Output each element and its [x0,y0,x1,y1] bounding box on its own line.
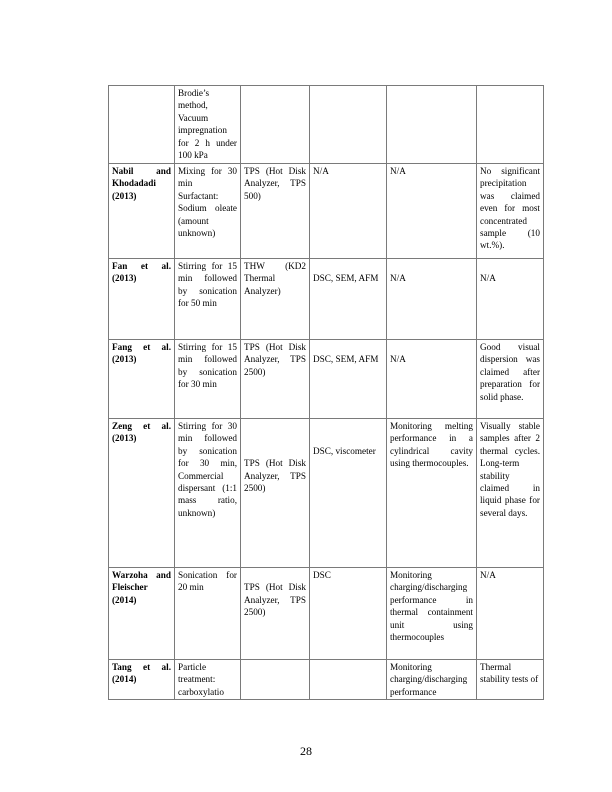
study-text: Warzoha and Fleischer (2014) [112,570,171,605]
study-cell [109,259,175,340]
study-cell [109,419,175,568]
table-row [109,568,544,660]
characterization-cell [310,86,387,164]
stability-result-text: Good visual dispersion was claimed after preparation for solid phase. [480,342,540,402]
measurement-text: TPS (Hot Disk Analyzer, TPS 2500) [244,582,306,618]
characterization-cell [310,419,387,568]
table-row [109,86,544,164]
stability-result-text: No significant precipitation was claimed even for most concentrated sample (10 wt.%). [480,166,540,251]
characterization-cell [310,340,387,419]
stability-result-cell [477,164,544,259]
characterization-cell [310,660,387,700]
preparation-text: Surfactant: Sodium oleate (amount unknown) [178,190,237,239]
measurement-cell [241,568,310,660]
study-text: Fan et al. (2013) [112,261,171,284]
characterization-text: N/A [313,166,329,176]
stability-result-cell [477,340,544,419]
preparation-text: Mixing for 30 min [178,166,237,189]
stability-method-text: Monitoring charging/discharging performance [390,662,468,697]
preparation-cell [175,86,241,164]
stability-method-cell [387,259,477,340]
stability-result-cell [477,259,544,340]
table-row [109,259,544,340]
measurement-cell [241,86,310,164]
stability-method-cell [387,568,477,660]
measurement-cell [241,660,310,700]
table-row [109,660,544,700]
study-cell [109,340,175,419]
study-text: Fang et al. (2013) [112,342,171,365]
measurement-cell [241,340,310,419]
characterization-cell [310,568,387,660]
stability-method-text: N/A [390,166,406,176]
preparation-text: Sonication for 20 min [178,570,237,593]
characterization-text: DSC, SEM, AFM [313,354,379,365]
stability-method-cell [387,660,477,700]
stability-result-cell [477,419,544,568]
measurement-cell [241,419,310,568]
page-number: 28 [300,744,312,758]
measurement-cell [241,164,310,259]
stability-method-text: N/A [390,354,406,365]
measurement-text: TPS (Hot Disk Analyzer, TPS 500) [244,166,306,201]
study-cell [109,86,175,164]
stability-result-cell [477,86,544,164]
stability-result-text: Thermal stability tests of [480,662,539,685]
stability-result-text: Visually stable samples after 2 thermal cycles. Long-term stability claimed in liquid phase for several days. [480,421,540,518]
measurement-text: TPS (Hot Disk Analyzer, TPS 2500) [244,342,306,377]
preparation-cell [175,340,241,419]
table-row [109,419,544,568]
characterization-cell [310,259,387,340]
study-text: Nabil and Khodadadi (2013) [112,166,171,201]
stability-method-cell [387,86,477,164]
stability-method-text: N/A [390,273,406,284]
preparation-text: Brodie’s method, Vacuum impregnation for 2 h under 100 kPa [178,88,237,161]
literature-table [108,85,544,700]
preparation-cell [175,164,241,259]
study-cell [109,164,175,259]
stability-result-cell [477,660,544,700]
stability-result-text: N/A [480,570,496,580]
preparation-text: Stirring for 15 min followed by sonication for 30 min [178,342,237,390]
characterization-text: DSC [313,570,331,580]
preparation-cell [175,259,241,340]
preparation-text: Stirring for 30 min followed by sonication for 30 min, Commercial dispersant (1:1 mass ratio, unknown) [178,421,237,518]
characterization-text: DSC, SEM, AFM [313,273,379,284]
stability-method-cell [387,340,477,419]
stability-method-text: Monitoring charging/discharging performance in thermal containment unit using thermocouples [390,570,473,643]
stability-result-text: N/A [480,273,496,284]
study-text: Zeng et al. (2013) [112,421,171,444]
preparation-text: Stirring for 15 min followed by sonication for 50 min [178,261,237,309]
characterization-text: DSC, viscometer [313,445,376,456]
stability-method-cell [387,419,477,568]
table-row [109,164,544,259]
measurement-cell [241,259,310,340]
preparation-cell [175,568,241,660]
stability-method-cell [387,164,477,259]
study-cell [109,660,175,700]
preparation-cell [175,419,241,568]
preparation-text: Particle treatment: carboxylatio [178,662,224,697]
table-row [109,340,544,419]
measurement-text: TPS (Hot Disk Analyzer, TPS 2500) [244,458,306,493]
preparation-cell [175,660,241,700]
stability-result-cell [477,568,544,660]
study-cell [109,568,175,660]
measurement-text: THW (KD2 Thermal Analyzer) [244,261,306,296]
characterization-cell [310,164,387,259]
study-text: Tang et al. (2014) [112,662,171,685]
stability-method-text: Monitoring melting performance in a cylindrical cavity using thermocouples. [390,421,473,469]
